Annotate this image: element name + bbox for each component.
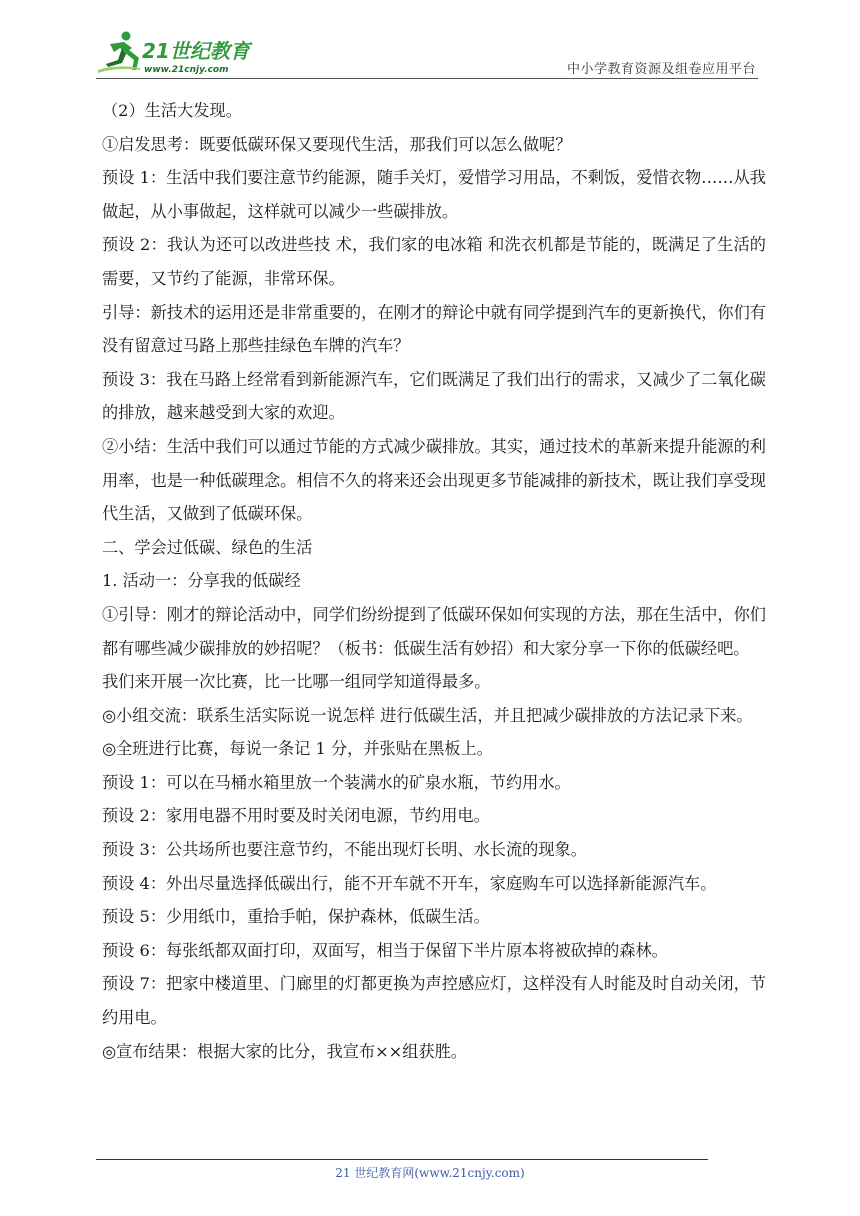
paragraph-7: ②小结：生活中我们可以通过节能的方式减少碳排放。其实，通过技术的革新来提升能源的利用率，也是一种低碳理念。相信不久的将来还会出现更多节能减排的新技术，既让我们享受现代生活，又做到了低碳环保。 (102, 436, 766, 524)
paragraph-2: ①启发思考：既要低碳环保又要现代生活，那我们可以怎么做呢？ (102, 134, 572, 154)
paragraph-16: 预设 3：公共场所也要注意节约，不能出现灯长明、水长流的现象。 (102, 840, 587, 860)
runner-logo-icon (96, 30, 266, 80)
site-logo (96, 30, 266, 80)
footer-link[interactable]: 21 世纪教育网(www.21cnjy.com) (335, 1166, 525, 1180)
paragraph-20: 预设 7：把家中楼道里、门廊里的灯都更换为声控感应灯，这样没有人时能及时自动关闭，节约用电。 (102, 974, 766, 1028)
paragraph-5: 引导：新技术的运用还是非常重要的，在刚才的辩论中就有同学提到汽车的更新换代，你们有没有留意过马路上那些挂绿色车牌的汽车？ (102, 302, 766, 356)
paragraph-12: ◎小组交流：联系生活实际说一说怎样 进行低碳生活，并且把减少碳排放的方法记录下来。 (102, 705, 753, 725)
paragraph-21: ◎宣布结果：根据大家的比分，我宣布××组获胜。 (102, 1041, 467, 1061)
paragraph-3: 预设 1：生活中我们要注意节约能源，随手关灯，爱惜学习用品，不剩饭，爱惜衣物……从我做起，从小事做起，这样就可以减少一些碳排放。 (102, 168, 766, 221)
paragraph-11: 我们来开展一次比赛，比一比哪一组同学知道得最多。 (102, 672, 491, 692)
section-heading: 二、学会过低碳、绿色的生活 (102, 537, 313, 557)
paragraph-17: 预设 4：外出尽量选择低碳出行，能不开车就不开车，家庭购车可以选择新能源汽车。 (102, 873, 717, 893)
paragraph-13: ◎全班进行比赛，每说一条记 1 分，并张贴在黑板上。 (102, 739, 493, 759)
footer-divider (96, 1159, 708, 1160)
paragraph-15: 预设 2：家用电器不用时要及时关闭电源，节约用电。 (102, 806, 490, 826)
paragraph-1: （2）生活大发现。 (102, 101, 242, 120)
paragraph-6: 预设 3：我在马路上经常看到新能源汽车，它们既满足了我们出行的需求，又减少了二氧化碳的排放，越来越受到大家的欢迎。 (102, 369, 766, 423)
paragraph-18: 预设 5：少用纸巾，重拾手帕，保护森林，低碳生活。 (102, 907, 490, 927)
paragraph-14: 预设 1：可以在马桶水箱里放一个装满水的矿泉水瓶，节约用水。 (102, 772, 571, 792)
paragraph-10: ①引导：刚才的辩论活动中，同学们纷纷提到了低碳环保如何实现的方法，那在生活中，你们都有哪些减少碳排放的妙招呢？（板书：低碳生活有妙招）和大家分享一下你的低碳经吧。 (102, 604, 766, 658)
logo-url: www.21cnjy.com (144, 65, 229, 75)
paragraph-19: 预设 6：每张纸都双面打印，双面写，相当于保留下半片原本将被砍掉的森林。 (102, 940, 668, 960)
platform-title: 中小学教育资源及组卷应用平台 (566, 62, 756, 77)
header-divider (96, 78, 758, 79)
logo-text: 21世纪教育 (142, 39, 250, 63)
page-header (0, 0, 860, 80)
activity-heading: 1. 活动一：分享我的低碳经 (102, 571, 301, 591)
document-body (102, 94, 766, 1068)
paragraph-4: 预设 2：我认为还可以改进些技 术，我们家的电冰箱 和洗衣机都是节能的，既满足了生活的需要，又节约了能源，非常环保。 (102, 235, 766, 288)
